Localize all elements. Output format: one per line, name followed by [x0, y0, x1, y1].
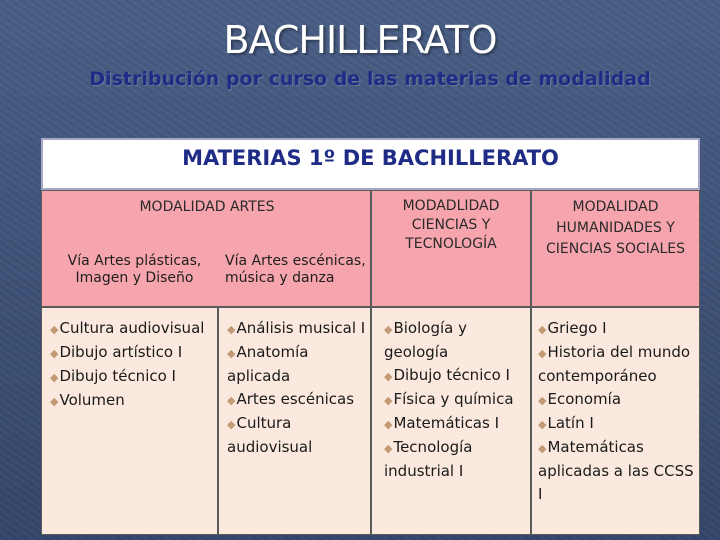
diamond-bullet-icon: ◆	[50, 347, 59, 360]
diamond-bullet-icon: ◆	[50, 323, 59, 336]
list-item: ◆Física y química	[384, 390, 514, 408]
slide-subtitle: Distribución por curso de las materias de modalidad	[89, 68, 651, 90]
list-item: ◆Volumen	[50, 391, 125, 409]
diamond-bullet-icon: ◆	[227, 394, 236, 407]
diamond-bullet-icon: ◆	[384, 370, 393, 383]
via-artes-plasticas-label: Vía Artes plásticas, Imagen y Diseño	[67, 253, 202, 286]
humanidades-list	[531, 307, 700, 535]
diamond-bullet-icon: ◆	[538, 347, 547, 360]
diamond-bullet-icon: ◆	[538, 442, 547, 455]
subjects-table	[41, 190, 700, 535]
list-item: ◆Artes escénicas	[227, 390, 355, 408]
diamond-bullet-icon: ◆	[538, 418, 547, 431]
list-item: ◆Economía	[538, 390, 622, 408]
list-item: ◆Matemáticas I	[384, 414, 500, 432]
artes-header-cell	[41, 190, 371, 307]
list-item: ◆Análisis musical I	[227, 319, 366, 337]
diamond-bullet-icon: ◆	[50, 371, 59, 384]
list-item: ◆Matemáticas aplicadas a las CCSS I	[538, 438, 694, 503]
list-item: ◆Cultura audiovisual	[50, 319, 205, 337]
diamond-bullet-icon: ◆	[384, 394, 393, 407]
diamond-bullet-icon: ◆	[227, 347, 236, 360]
ciencias-header-cell	[371, 190, 531, 307]
ciencias-header: MODADLIDAD CIENCIAS Y TECNOLOGÍA	[402, 198, 500, 252]
list-item: ◆Biología y geología	[384, 319, 467, 361]
list-item: ◆Latín I	[538, 414, 594, 432]
slide-title: BACHILLERATO	[223, 18, 497, 62]
list-item: ◆Historia del mundo contemporáneo	[538, 343, 691, 385]
list-item: ◆Cultura audiovisual	[227, 414, 313, 456]
list-item: ◆Anatomía aplicada	[227, 343, 309, 385]
humanidades-header-cell	[531, 190, 700, 307]
humanidades-header: MODALIDAD HUMANIDADES Y CIENCIAS SOCIALES	[546, 199, 685, 257]
via-artes-escenicas-label: Vía Artes escénicas, música y danza	[225, 253, 366, 286]
diamond-bullet-icon: ◆	[227, 418, 236, 431]
diamond-bullet-icon: ◆	[50, 395, 59, 408]
diamond-bullet-icon: ◆	[538, 394, 547, 407]
diamond-bullet-icon: ◆	[384, 442, 393, 455]
list-item: ◆Dibujo artístico I	[50, 343, 183, 361]
diamond-bullet-icon: ◆	[384, 323, 393, 336]
artes-via2-list	[218, 307, 371, 535]
diamond-bullet-icon: ◆	[384, 418, 393, 431]
list-item: ◆Dibujo técnico I	[50, 367, 176, 385]
list-item: ◆Tecnología industrial I	[384, 438, 473, 480]
list-item: ◆Griego I	[538, 319, 607, 337]
artes-header: MODALIDAD ARTES	[139, 199, 275, 215]
diamond-bullet-icon: ◆	[538, 323, 547, 336]
list-item: ◆Dibujo técnico I	[384, 366, 510, 384]
artes-via1-list	[41, 307, 218, 535]
table-title: MATERIAS 1º DE BACHILLERATO	[182, 146, 559, 170]
ciencias-list	[371, 307, 531, 535]
diamond-bullet-icon: ◆	[227, 323, 236, 336]
